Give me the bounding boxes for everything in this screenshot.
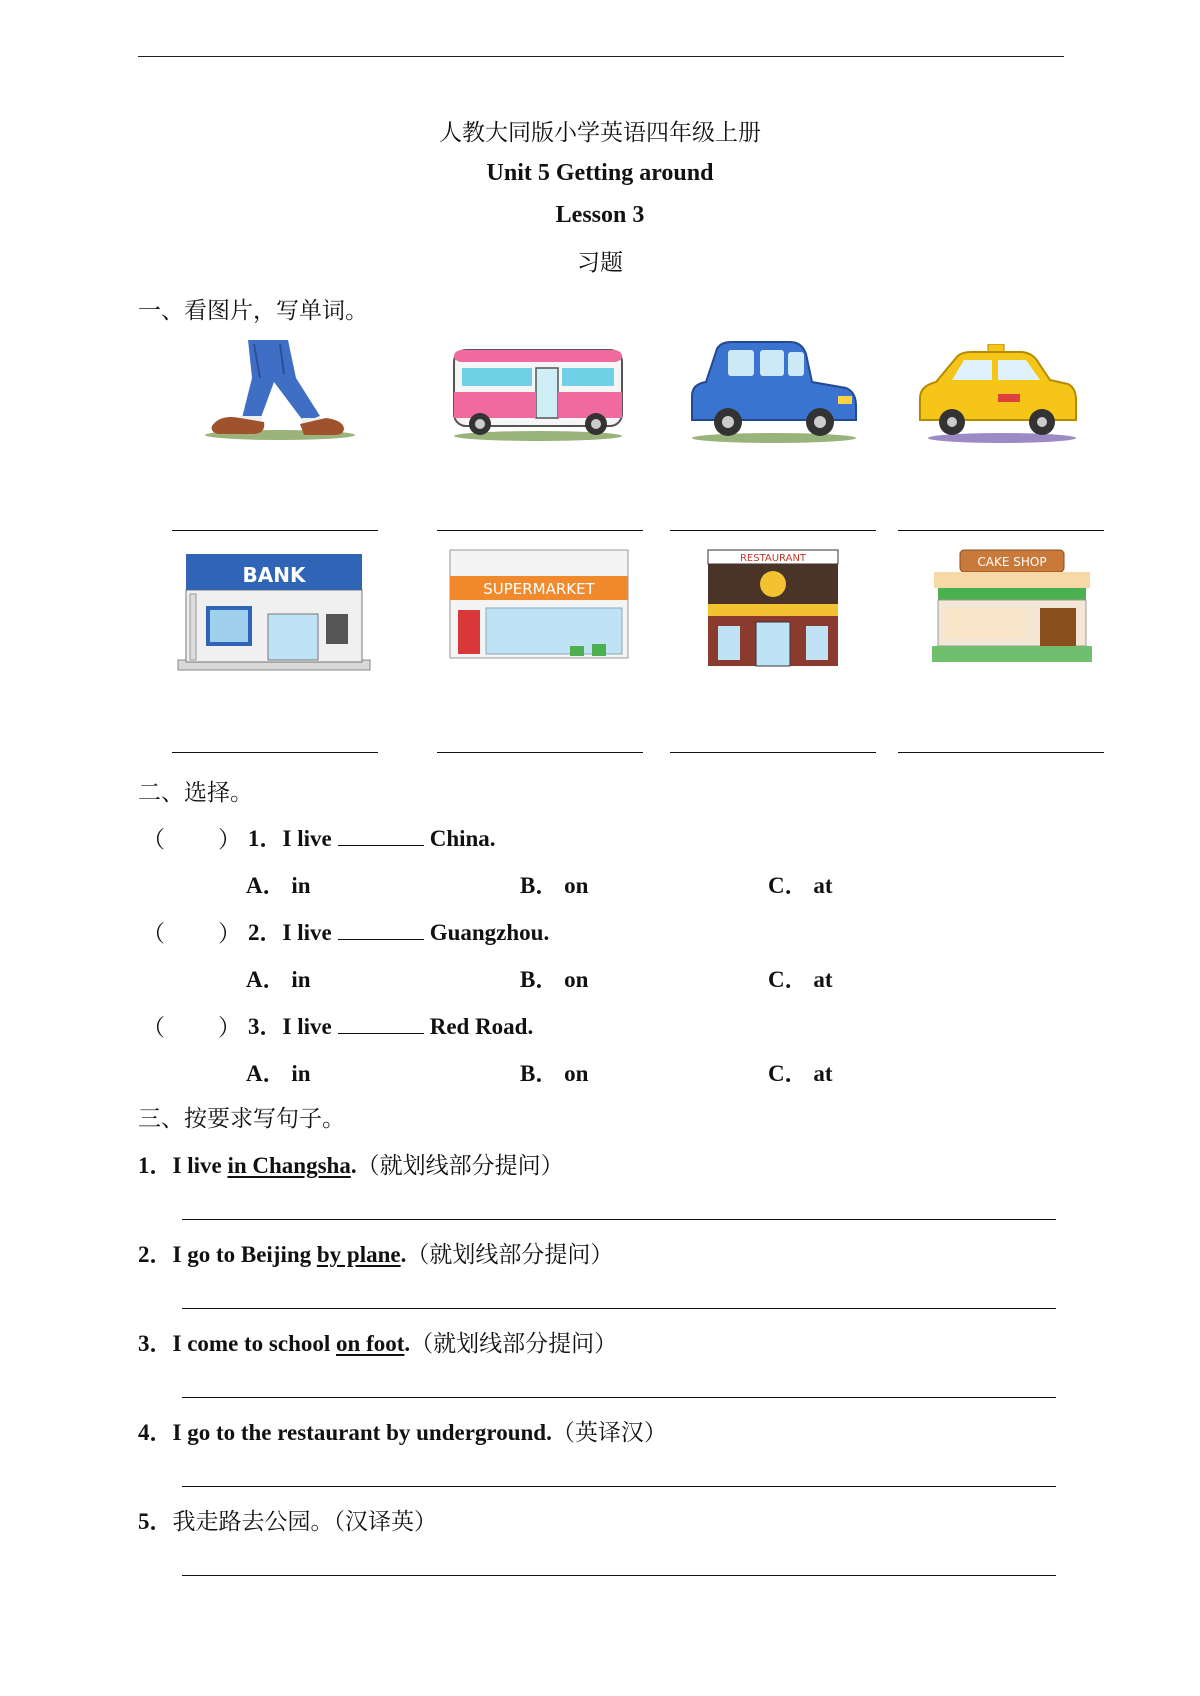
answer-paren-close-2: ） — [218, 921, 241, 947]
word-blank-3[interactable] — [670, 530, 876, 531]
word-blank-5[interactable] — [172, 752, 378, 753]
sentence-note: （英译汉） — [551, 1420, 667, 1446]
word-blank-7[interactable] — [670, 752, 876, 753]
sentence-pre: I come to school — [172, 1331, 337, 1356]
option-a[interactable]: A． in — [246, 873, 311, 898]
unit-title: Unit 5 Getting around — [486, 160, 714, 186]
question-3 — [248, 1008, 533, 1041]
question-1 — [248, 820, 496, 853]
sentence-note: （汉译英） — [333, 1509, 437, 1535]
question-2 — [248, 914, 549, 947]
sentence-note: （就划线部分提问） — [356, 1153, 564, 1179]
supermarket-picture — [446, 546, 632, 666]
question-number: 2． — [248, 920, 283, 945]
sentence-pre: 我走路去公园。 — [172, 1509, 334, 1535]
answer-paren-open-3: （ — [142, 1015, 165, 1041]
answer-line-2[interactable] — [182, 1308, 1056, 1309]
option-b[interactable]: B． on — [520, 873, 589, 898]
sentence-1 — [138, 1147, 564, 1180]
answer-line-5[interactable] — [182, 1575, 1056, 1576]
restaurant-sign-text: RESTAURANT — [739, 553, 807, 564]
word-blank-2[interactable] — [437, 530, 643, 531]
sentence-number: 3． — [138, 1331, 173, 1356]
word-blank-6[interactable] — [437, 752, 643, 753]
question-number: 3． — [248, 1014, 283, 1039]
question-blank[interactable] — [338, 1015, 424, 1034]
sentence-3 — [138, 1325, 617, 1358]
sentence-number: 2． — [138, 1242, 173, 1267]
sentence-post: . — [400, 1242, 407, 1267]
restaurant-picture — [704, 546, 842, 668]
sentence-pre: I go to the restaurant by underground. — [172, 1420, 552, 1445]
bus-picture — [450, 346, 626, 442]
sentence-number: 4． — [138, 1420, 173, 1445]
option-a[interactable]: A． in — [246, 967, 311, 992]
sentence-underlined: by plane — [316, 1242, 401, 1267]
section3-heading: 三、按要求写句子。 — [138, 1106, 345, 1132]
sentence-5 — [138, 1503, 437, 1536]
answer-paren-open-2: （ — [142, 921, 165, 947]
sentence-post: . — [350, 1153, 357, 1178]
exercise-label: 习题 — [577, 250, 623, 276]
option-b[interactable]: B． on — [520, 967, 589, 992]
option-a[interactable]: A． in — [246, 1061, 311, 1086]
answer-paren-close-1: ） — [218, 827, 241, 853]
question-blank[interactable] — [338, 827, 424, 846]
supermarket-sign-text: SUPERMARKET — [483, 580, 595, 598]
bank-sign-text: BANK — [242, 563, 306, 587]
answer-paren-close-3: ） — [218, 1015, 241, 1041]
header-rule — [138, 56, 1064, 57]
car-picture — [688, 340, 860, 444]
question-blank[interactable] — [338, 921, 424, 940]
question-text-before: I live — [282, 920, 332, 945]
option-c[interactable]: C． at — [768, 967, 833, 992]
question-number: 1． — [248, 826, 283, 851]
question-text-after: Guangzhou. — [429, 920, 550, 945]
question-text-before: I live — [282, 826, 332, 851]
word-blank-4[interactable] — [898, 530, 1104, 531]
question-text-after: Red Road. — [429, 1014, 534, 1039]
answer-paren-open-1: （ — [142, 827, 165, 853]
cake-shop-sign-text: CAKE SHOP — [977, 555, 1047, 569]
sentence-note: （就划线部分提问） — [406, 1242, 614, 1268]
sentence-number: 1． — [138, 1153, 173, 1178]
sentence-post: . — [404, 1331, 411, 1356]
sentence-pre: I live — [172, 1153, 228, 1178]
section2-heading: 二、选择。 — [138, 780, 253, 806]
sentence-2 — [138, 1236, 613, 1269]
sentence-number: 5． — [138, 1509, 173, 1534]
sentence-note: （就划线部分提问） — [410, 1331, 618, 1357]
option-c[interactable]: C． at — [768, 873, 833, 898]
word-blank-8[interactable] — [898, 752, 1104, 753]
sentence-underlined: in Changsha — [227, 1153, 351, 1178]
section1-heading: 一、看图片，写单词。 — [138, 298, 368, 324]
word-blank-1[interactable] — [172, 530, 378, 531]
answer-line-4[interactable] — [182, 1486, 1056, 1487]
walking-legs-picture — [200, 338, 360, 442]
sentence-4 — [138, 1414, 667, 1447]
answer-line-1[interactable] — [182, 1219, 1056, 1220]
option-b[interactable]: B． on — [520, 1061, 589, 1086]
lesson-title: Lesson 3 — [555, 202, 645, 228]
sentence-underlined: on foot — [336, 1331, 405, 1356]
book-title: 人教大同版小学英语四年级上册 — [439, 120, 761, 146]
bank-picture — [176, 550, 372, 672]
sentence-pre: I go to Beijing — [172, 1242, 317, 1267]
question-text-before: I live — [282, 1014, 332, 1039]
option-c[interactable]: C． at — [768, 1061, 833, 1086]
answer-line-3[interactable] — [182, 1397, 1056, 1398]
cake-shop-picture — [926, 548, 1098, 664]
taxi-picture — [916, 344, 1080, 444]
question-text-after: China. — [429, 826, 496, 851]
